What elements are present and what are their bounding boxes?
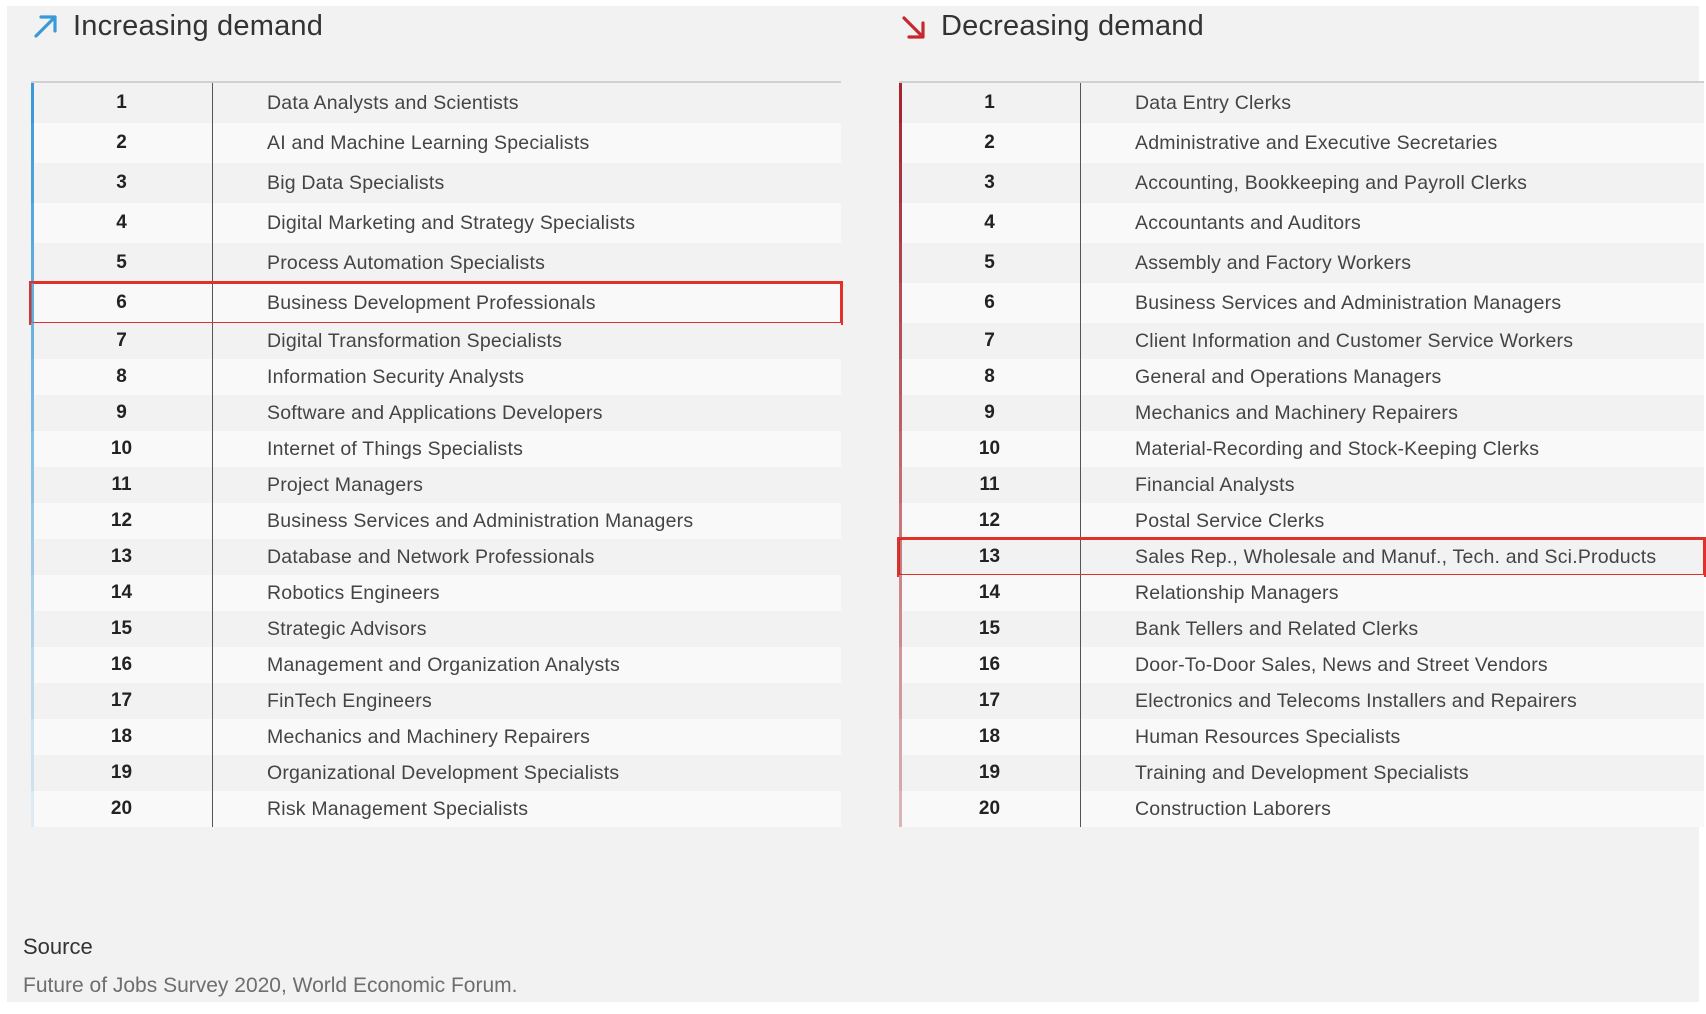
rank-number: 14 (31, 575, 213, 611)
table-row (31, 359, 841, 395)
decreasing-demand-table (899, 81, 1704, 827)
rank-accent-bar (899, 163, 902, 203)
job-title: Information Security Analysts (267, 365, 525, 388)
rank-accent-bar (31, 431, 34, 467)
rank-number: 18 (31, 719, 213, 755)
rank-number: 19 (31, 755, 213, 791)
job-title: Organizational Development Specialists (267, 761, 620, 784)
table-row (31, 395, 841, 431)
rank-accent-bar (899, 755, 902, 791)
rank-number: 20 (899, 791, 1081, 827)
rank-number: 3 (31, 163, 213, 203)
rank-number: 13 (899, 539, 1081, 575)
table-row (31, 243, 841, 283)
rank-number: 16 (899, 647, 1081, 683)
increasing-demand-header (31, 6, 323, 46)
table-row (31, 575, 841, 611)
rank-number: 7 (899, 323, 1081, 359)
rank-accent-bar (31, 503, 34, 539)
rank-number: 4 (31, 203, 213, 243)
arrow-down-right-icon (899, 11, 929, 41)
rank-accent-bar (899, 359, 902, 395)
table-row (899, 243, 1704, 283)
rank-number: 10 (31, 431, 213, 467)
rank-number: 18 (899, 719, 1081, 755)
job-title: Accounting, Bookkeeping and Payroll Clerks (1135, 171, 1528, 194)
job-title: Project Managers (267, 473, 424, 496)
rank-number: 11 (899, 467, 1081, 503)
table-row (899, 575, 1704, 611)
rank-number: 19 (899, 755, 1081, 791)
rank-number: 10 (899, 431, 1081, 467)
rank-accent-bar (899, 283, 902, 323)
job-title: Risk Management Specialists (267, 797, 529, 820)
rank-accent-bar (31, 359, 34, 395)
rank-number: 14 (899, 575, 1081, 611)
rank-accent-bar (899, 611, 902, 647)
job-title: Mechanics and Machinery Repairers (1135, 401, 1459, 424)
rank-accent-bar (899, 575, 902, 611)
rank-number: 13 (31, 539, 213, 575)
rank-number: 17 (899, 683, 1081, 719)
table-row (31, 539, 841, 575)
rank-accent-bar (899, 791, 902, 827)
rank-number: 1 (31, 83, 213, 123)
rank-number: 4 (899, 203, 1081, 243)
job-title: Assembly and Factory Workers (1135, 251, 1412, 274)
table-row (31, 791, 841, 827)
job-title: Database and Network Professionals (267, 545, 595, 568)
rank-accent-bar (899, 323, 902, 359)
rank-accent-bar (31, 791, 34, 827)
rank-accent-bar (31, 83, 34, 123)
table-row (899, 647, 1704, 683)
table-row (31, 503, 841, 539)
table-row (899, 719, 1704, 755)
job-title: Training and Development Specialists (1135, 761, 1469, 784)
job-title: Relationship Managers (1135, 581, 1339, 604)
table-row (31, 467, 841, 503)
job-title: Data Entry Clerks (1135, 91, 1292, 114)
table-row (899, 323, 1704, 359)
rank-accent-bar (31, 395, 34, 431)
job-title: Door-To-Door Sales, News and Street Vendors (1135, 653, 1548, 676)
page-frame (7, 6, 1699, 1002)
job-title: Accountants and Auditors (1135, 211, 1361, 234)
job-title: Construction Laborers (1135, 797, 1332, 820)
source-text: Future of Jobs Survey 2020, World Economic Forum. (23, 974, 518, 997)
table-row (899, 683, 1704, 719)
job-title: Data Analysts and Scientists (267, 91, 519, 114)
table-row (899, 431, 1704, 467)
rank-number: 12 (31, 503, 213, 539)
job-title: Software and Applications Developers (267, 401, 603, 424)
rank-accent-bar (899, 683, 902, 719)
job-title: Electronics and Telecoms Installers and Repairers (1135, 689, 1577, 712)
panel-title: Increasing demand (73, 9, 324, 42)
rank-accent-bar (31, 647, 34, 683)
job-title: Management and Organization Analysts (267, 653, 620, 676)
rank-accent-bar (31, 575, 34, 611)
rank-accent-bar (31, 755, 34, 791)
job-title: Financial Analysts (1135, 473, 1295, 496)
table-row (31, 283, 841, 323)
job-title: Process Automation Specialists (267, 251, 546, 274)
table-row (899, 755, 1704, 791)
job-title: Human Resources Specialists (1135, 725, 1401, 748)
job-title: Mechanics and Machinery Repairers (267, 725, 591, 748)
rank-accent-bar (899, 395, 902, 431)
table-row (899, 467, 1704, 503)
rank-accent-bar (899, 503, 902, 539)
job-title: Business Services and Administration Managers (267, 509, 694, 532)
rank-accent-bar (31, 123, 34, 163)
rank-number: 16 (31, 647, 213, 683)
table-row (31, 323, 841, 359)
rank-number: 20 (31, 791, 213, 827)
rank-number: 6 (31, 283, 213, 323)
table-row (31, 83, 841, 123)
rank-number: 5 (899, 243, 1081, 283)
job-title: General and Operations Managers (1135, 365, 1442, 388)
table-row (31, 163, 841, 203)
table-row (31, 431, 841, 467)
panel-title: Decreasing demand (941, 9, 1204, 42)
table-row (899, 539, 1704, 575)
rank-accent-bar (899, 123, 902, 163)
table-row (31, 647, 841, 683)
job-title: Business Development Professionals (267, 291, 596, 314)
job-title: Digital Marketing and Strategy Specialists (267, 211, 636, 234)
rank-accent-bar (899, 203, 902, 243)
job-title: Postal Service Clerks (1135, 509, 1325, 532)
job-title: Material-Recording and Stock-Keeping Clerks (1135, 437, 1540, 460)
table-row (31, 123, 841, 163)
table-row (31, 203, 841, 243)
job-title: Robotics Engineers (267, 581, 440, 604)
job-title: Business Services and Administration Managers (1135, 291, 1562, 314)
rank-accent-bar (899, 431, 902, 467)
job-title: AI and Machine Learning Specialists (267, 131, 590, 154)
job-title: Bank Tellers and Related Clerks (1135, 617, 1419, 640)
rank-number: 2 (31, 123, 213, 163)
rank-number: 8 (899, 359, 1081, 395)
job-title: Administrative and Executive Secretaries (1135, 131, 1498, 154)
table-row (31, 683, 841, 719)
job-title: Big Data Specialists (267, 171, 445, 194)
job-title: Digital Transformation Specialists (267, 329, 563, 352)
table-row (899, 611, 1704, 647)
rank-accent-bar (899, 83, 902, 123)
table-row (899, 395, 1704, 431)
rank-accent-bar (31, 467, 34, 503)
table-row (899, 83, 1704, 123)
table-row (31, 719, 841, 755)
table-row (31, 611, 841, 647)
job-title: Client Information and Customer Service Workers (1135, 329, 1574, 352)
rank-accent-bar (899, 539, 902, 575)
rank-number: 9 (899, 395, 1081, 431)
rank-number: 7 (31, 323, 213, 359)
rank-number: 2 (899, 123, 1081, 163)
rank-number: 1 (899, 83, 1081, 123)
job-title: Strategic Advisors (267, 617, 427, 640)
job-title: Sales Rep., Wholesale and Manuf., Tech. and Sci.Products (1135, 545, 1657, 568)
rank-accent-bar (31, 611, 34, 647)
table-row (899, 163, 1704, 203)
rank-accent-bar (899, 243, 902, 283)
job-title: Internet of Things Specialists (267, 437, 524, 460)
table-row (899, 283, 1704, 323)
rank-accent-bar (31, 163, 34, 203)
decreasing-demand-header (899, 6, 1204, 46)
rank-accent-bar (31, 683, 34, 719)
rank-accent-bar (899, 467, 902, 503)
rank-accent-bar (31, 243, 34, 283)
rank-number: 5 (31, 243, 213, 283)
arrow-up-right-icon (31, 11, 61, 41)
job-title: FinTech Engineers (267, 689, 432, 712)
rank-accent-bar (31, 203, 34, 243)
rank-number: 6 (899, 283, 1081, 323)
rank-number: 17 (31, 683, 213, 719)
rank-accent-bar (31, 719, 34, 755)
rank-number: 3 (899, 163, 1081, 203)
rank-accent-bar (899, 647, 902, 683)
rank-number: 8 (31, 359, 213, 395)
table-row (899, 791, 1704, 827)
rank-accent-bar (31, 539, 34, 575)
source-label: Source (23, 934, 93, 959)
rank-accent-bar (31, 283, 34, 323)
rank-number: 9 (31, 395, 213, 431)
rank-number: 15 (899, 611, 1081, 647)
rank-accent-bar (899, 719, 902, 755)
rank-number: 12 (899, 503, 1081, 539)
rank-number: 11 (31, 467, 213, 503)
table-row (31, 755, 841, 791)
table-row (899, 503, 1704, 539)
rank-number: 15 (31, 611, 213, 647)
increasing-demand-table (31, 81, 841, 827)
rank-accent-bar (31, 323, 34, 359)
table-row (899, 123, 1704, 163)
table-row (899, 359, 1704, 395)
table-row (899, 203, 1704, 243)
